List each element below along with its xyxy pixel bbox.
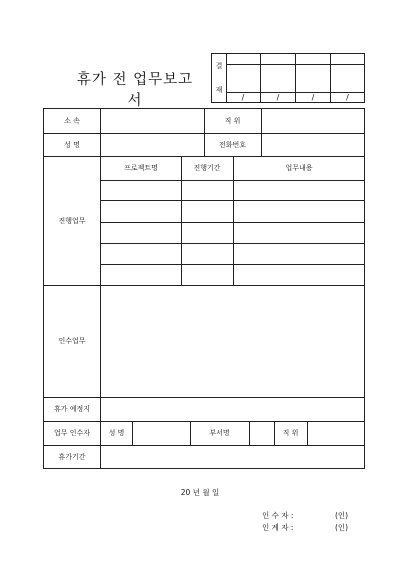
col-period: 진행기간 (193, 164, 221, 172)
affiliation-label: 소 속 (64, 117, 80, 125)
report-date: 20 년 월 일 (180, 488, 220, 497)
handover-person-position-label: 직 위 (282, 429, 299, 437)
name-label: 성 명 (64, 140, 80, 149)
approval-label-top: 결 (215, 62, 223, 70)
receiver-seal: (인) (335, 511, 349, 520)
approval-date-1: / (226, 92, 260, 103)
approval-label-bottom: 재 (215, 86, 223, 94)
handover-person-dept-label: 부서명 (209, 429, 230, 437)
handover-person-label: 업무 인수자 (53, 429, 91, 437)
handover-person-dept-field[interactable] (250, 421, 274, 445)
handover-giver-label: 인 계 자 : (262, 523, 294, 532)
affiliation-field[interactable] (101, 109, 204, 133)
approval-box (211, 53, 365, 103)
position-field[interactable] (262, 109, 364, 133)
handover-person-name-field[interactable] (133, 421, 190, 445)
phone-label: 전화번호 (218, 140, 247, 149)
handover-person-name-label: 성 명 (108, 429, 125, 437)
ongoing-work-label: 진행업무 (58, 216, 86, 225)
position-label: 직 위 (224, 117, 241, 125)
name-field[interactable] (101, 133, 204, 156)
handover-work-label: 인수업무 (58, 337, 86, 345)
report-form (43, 108, 365, 469)
col-project-name: 프로젝트명 (124, 164, 158, 172)
approval-slot-2[interactable] (261, 54, 296, 102)
handover-work-field[interactable] (101, 285, 364, 397)
document-title: 휴가 전 업무보고서 (76, 72, 194, 109)
approval-date-4: / (331, 92, 364, 103)
approval-label (212, 54, 227, 102)
handover-person-position-field[interactable] (308, 421, 364, 445)
handover-giver-seal: (인) (335, 523, 349, 532)
approval-date-2: / (261, 92, 295, 103)
approval-slot-1[interactable] (226, 54, 261, 102)
vacation-destination-label: 휴가 예정지 (53, 405, 91, 413)
approval-slot-4[interactable] (331, 54, 364, 102)
vacation-period-label: 휴가기간 (58, 452, 86, 461)
vacation-destination-field[interactable] (101, 397, 364, 421)
phone-field[interactable] (262, 133, 364, 156)
approval-slot-3[interactable] (296, 54, 331, 102)
vacation-period-field[interactable] (101, 445, 364, 468)
approval-date-3: / (296, 92, 330, 103)
receiver-label: 인 수 자 : (262, 511, 294, 520)
col-content: 업무내용 (285, 164, 313, 172)
